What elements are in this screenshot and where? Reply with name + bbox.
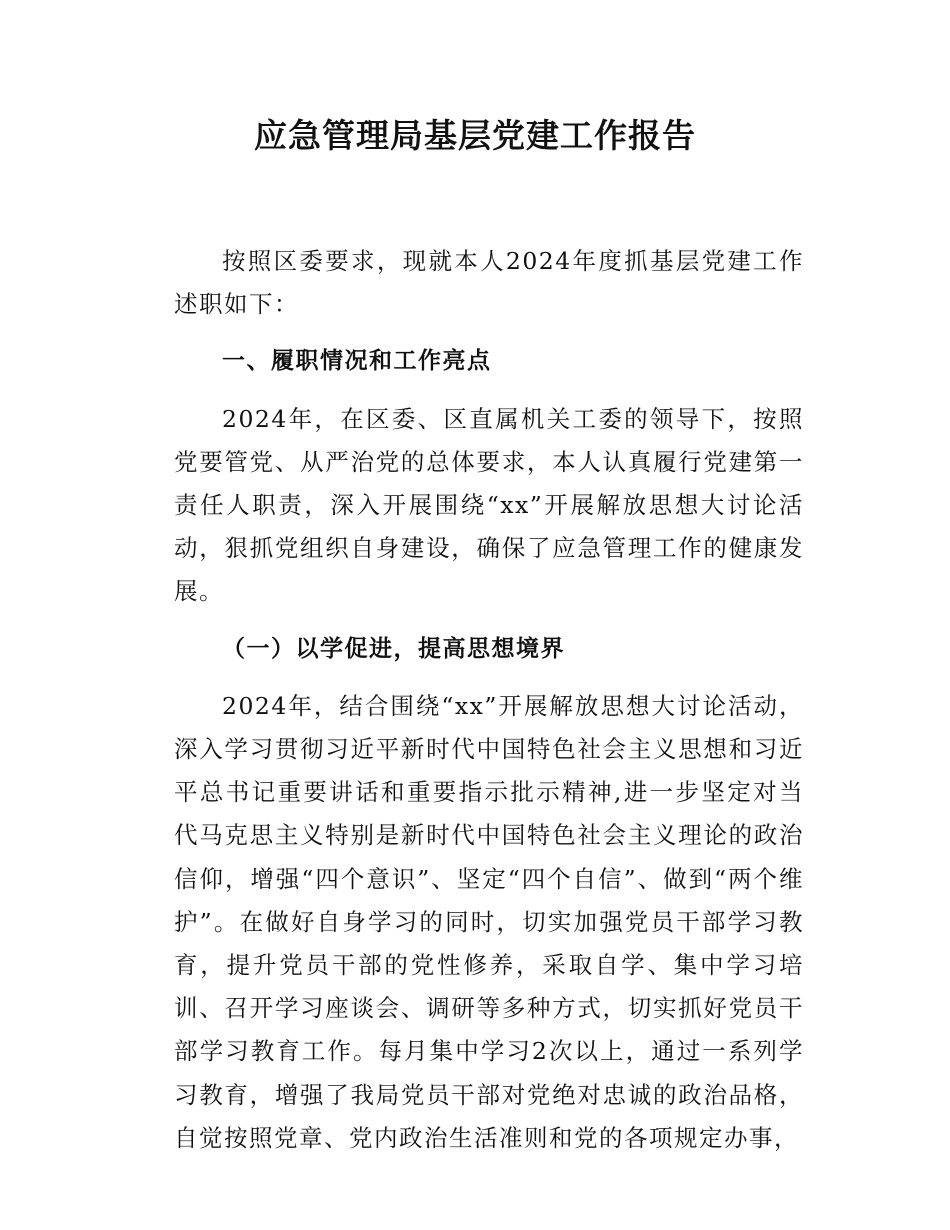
section-1-paragraph: 2024年，在区委、区直属机关工委的领导下，按照党要管党、从严治党的总体要求，本人认真履行党建第一责任人职责，深入开展围绕“xx”开展解放思想大讨论活动，狠抓党组织自身建设，确保了应急管理工作的健康发展。 [174, 404, 804, 606]
section-heading-1: 一、履职情况和工作亮点 [222, 348, 492, 375]
document-body [174, 240, 804, 1160]
intro-paragraph: 按照区委要求，现就本人2024年度抓基层党建工作述职如下： [174, 247, 804, 319]
document-title: 应急管理局基层党建工作报告 [254, 116, 696, 155]
subsection-1-paragraph: 2024年，结合围绕“xx”开展解放思想大讨论活动，深入学习贯彻习近平新时代中国特色社会主义思想和习近平总书记重要讲话和重要指示批示精神,进一步坚定对当代马克思主义特别是新时代中国特色社会主义理论的政治信仰，增强“四个意识”、坚定“四个自信”、做到“两个维护”。在做好自身学习的同时，切实加强党员干部学习教育，提升党员干部的党性修养，采取自学、集中学习培训、召开学习座谈会、调研等多种方式，切实抓好党员干部学习教育工作。每月集中学习2次以上，通过一系列学习教育，增强了我局党员干部对党绝对忠诚的政治品格，自觉按照党章、党内政治生活准则和党的各项规定办事， [174, 691, 804, 1152]
subsection-heading-1: （一）以学促进，提高思想境界 [222, 635, 565, 662]
